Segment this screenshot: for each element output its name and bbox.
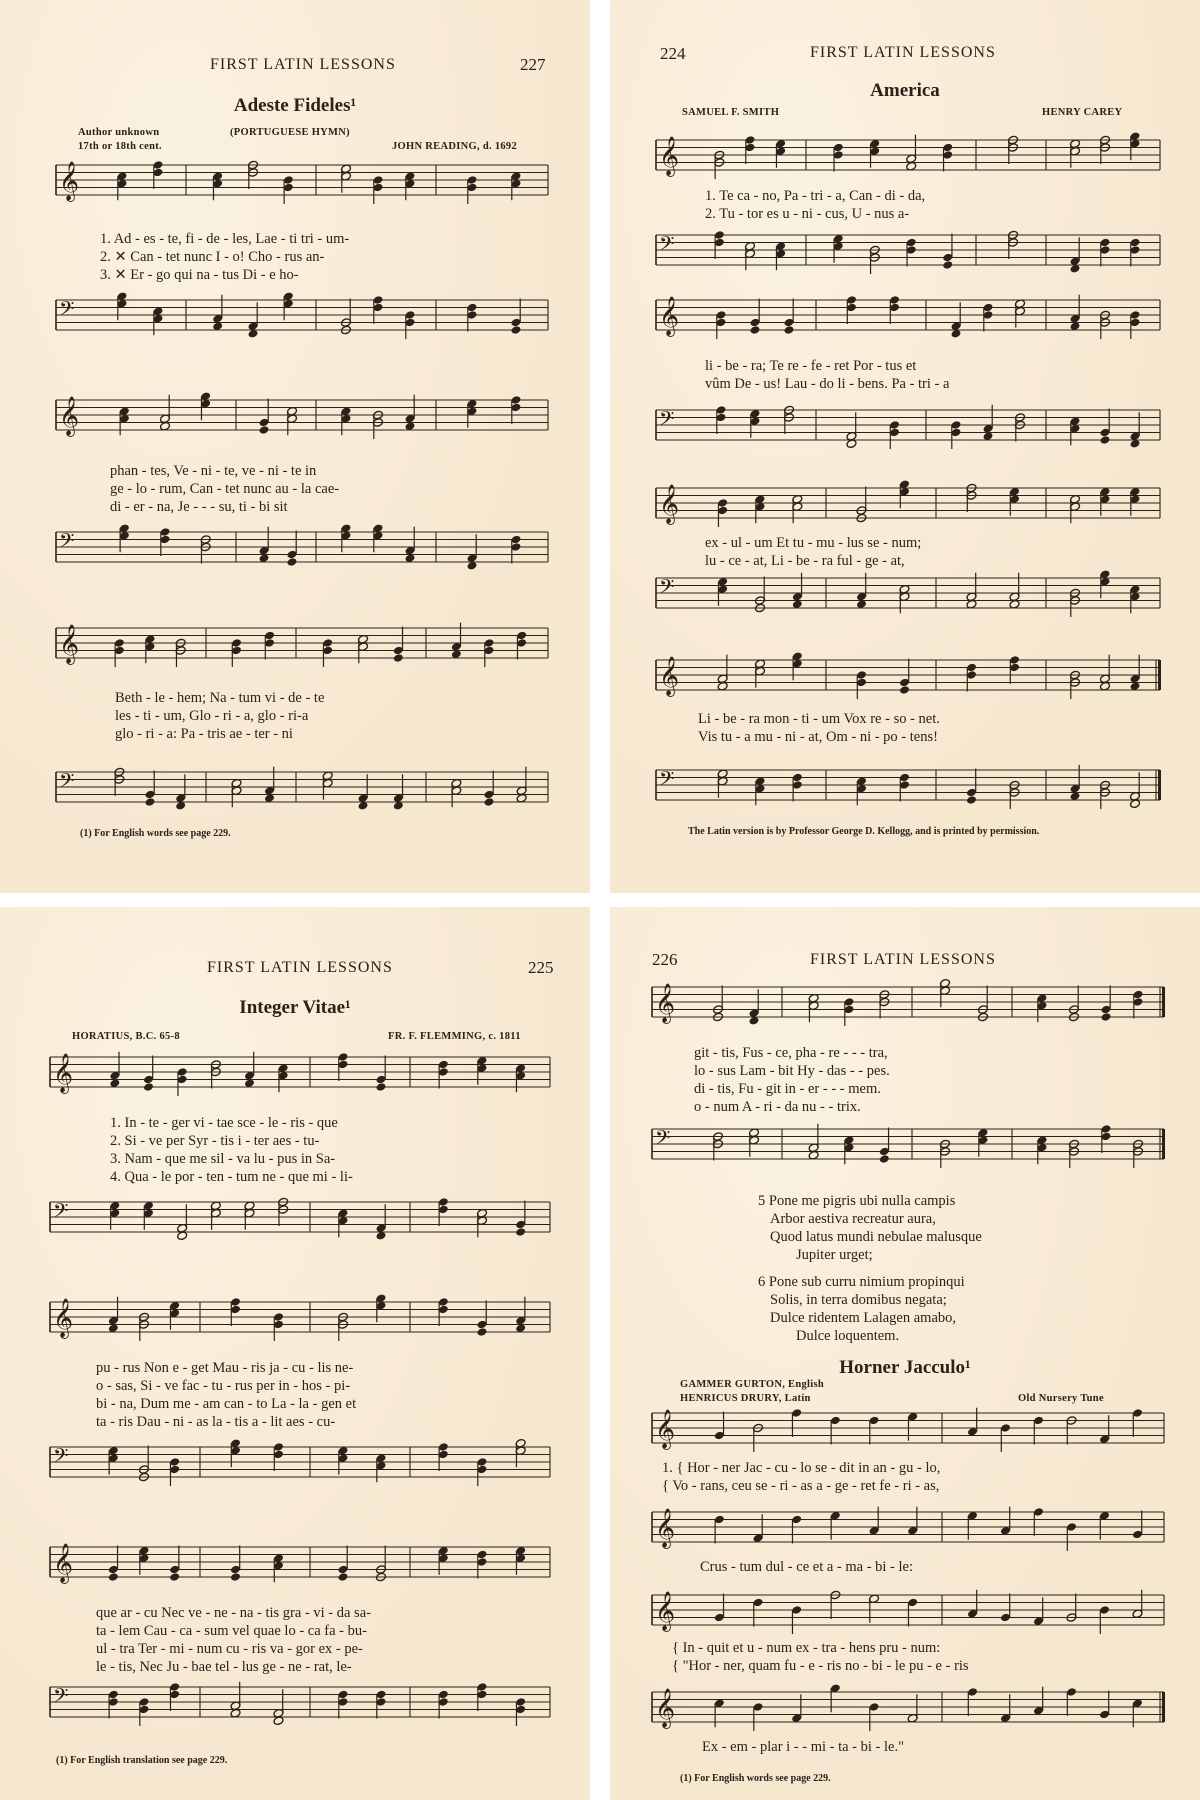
stanza-6-line-2: Solis, in terra domibus negata; — [770, 1292, 947, 1308]
stanza-5-line-3: Quod latus mundi nebulae malusque — [770, 1229, 982, 1245]
lyric-line: 1. In - te - ger vi - tae sce - le - ris - que — [110, 1115, 338, 1131]
lyric-line: vûm De - us! Lau - do li - bens. Pa - tri - a — [705, 376, 950, 392]
composer-credit: FR. F. FLEMMING, c. 1811 — [388, 1031, 521, 1042]
page-224 — [610, 0, 1200, 893]
lyric-line: 2. ✕ Can - tet nunc I - o! Cho - rus an- — [100, 249, 325, 265]
lyric-line: o - num A - ri - da nu - - trix. — [694, 1099, 861, 1115]
tune-source: (PORTUGUESE HYMN) — [230, 127, 350, 138]
svg-text:𝄢: 𝄢 — [53, 1444, 69, 1472]
latin-credit: HENRICUS DRURY, Latin — [680, 1393, 811, 1404]
footnote: The Latin version is by Professor George D. Kellogg, and is printed by permission. — [688, 826, 1040, 837]
lyric-line: li - be - ra; Te re - fe - ret Por - tus et — [705, 358, 917, 374]
page-227 — [0, 0, 590, 893]
svg-text:𝄢: 𝄢 — [659, 767, 675, 795]
lyric-line: Crus - tum dul - ce et a - ma - bi - le: — [700, 1559, 914, 1575]
svg-text:𝄢: 𝄢 — [59, 297, 75, 325]
svg-text:𝄞: 𝄞 — [655, 1591, 676, 1631]
lyric-line: que ar - cu Nec ve - ne - na - tis gra - vi - da sa- — [96, 1605, 371, 1621]
svg-text:𝄢: 𝄢 — [659, 407, 675, 435]
lyric-line: le - tis, Nec Ju - bae tel - lus ge - ne - rat, le- — [96, 1659, 352, 1675]
song-title: Horner Jacculo¹ — [839, 1357, 971, 1378]
svg-text:𝄞: 𝄞 — [53, 1053, 74, 1093]
page-226 — [610, 907, 1200, 1800]
composer-credit: HENRY CAREY — [1042, 107, 1123, 118]
lyric-line: glo - ri - a: Pa - tris ae - ter - ni — [115, 726, 293, 742]
svg-text:𝄞: 𝄞 — [659, 136, 680, 176]
author-credit: Author unknown — [78, 127, 160, 138]
author-credit: HORATIUS, B.C. 65-8 — [72, 1031, 180, 1042]
lyric-line: ex - ul - um Et tu - mu - lus se - num; — [705, 535, 922, 551]
svg-text:𝄢: 𝄢 — [59, 769, 75, 797]
page-number: 227 — [520, 55, 546, 74]
svg-text:𝄞: 𝄞 — [655, 983, 676, 1023]
svg-text:𝄞: 𝄞 — [659, 296, 680, 336]
lyric-line: bi - na, Dum me - am can - to La - la - gen et — [96, 1396, 357, 1412]
svg-text:𝄞: 𝄞 — [59, 161, 80, 201]
english-credit: GAMMER GURTON, English — [680, 1379, 825, 1390]
page-number: 224 — [660, 44, 686, 63]
svg-text:𝄞: 𝄞 — [659, 484, 680, 524]
footnote: (1) For English translation see page 229. — [56, 1755, 228, 1766]
svg-text:𝄞: 𝄞 — [59, 396, 80, 436]
lyric-line: di - er - na, Je - - - su, ti - bi sit — [110, 499, 288, 515]
stanza-6-line-1: 6 Pone sub curru nimium propinqui — [758, 1274, 965, 1290]
hymn-title: Adeste Fideles¹ — [233, 95, 357, 116]
lyric-line: { In - quit et u - num ex - tra - hens pru - num: — [672, 1640, 941, 1656]
lyric-line: 3. Nam - que me sil - va lu - pus in Sa- — [110, 1151, 336, 1167]
lyric-line: Ex - em - plar i - - mi - ta - bi - le." — [702, 1739, 905, 1755]
footnote: (1) For English words see page 229. — [680, 1773, 831, 1784]
svg-text:𝄢: 𝄢 — [53, 1684, 69, 1712]
svg-text:𝄞: 𝄞 — [659, 656, 680, 696]
running-header: FIRST LATIN LESSONS — [207, 959, 393, 976]
running-header: FIRST LATIN LESSONS — [810, 951, 996, 968]
lyric-line: 2. Si - ve per Syr - tis i - ter aes - tu- — [110, 1133, 320, 1149]
lyric-line: Beth - le - hem; Na - tum vi - de - te — [115, 690, 325, 706]
lyric-line: { "Hor - ner, quam fu - e - ris no - bi - le pu - e - ris — [672, 1658, 969, 1674]
lyric-line: 1. Ad - es - te, fi - de - les, Lae - ti tri - um- — [100, 231, 350, 247]
hymn-title: Integer Vitae¹ — [239, 997, 351, 1018]
lyric-line: lu - ce - at, Li - be - ra ful - ge - at, — [705, 553, 905, 569]
svg-text:𝄞: 𝄞 — [655, 1508, 676, 1548]
bass-staff — [0, 907, 590, 1800]
lyric-line: pu - rus Non e - get Mau - ris ja - cu - lis ne- — [96, 1360, 354, 1376]
lyric-line: 3. ✕ Er - go qui na - tus Di - e ho- — [100, 267, 299, 283]
lyric-line: o - sas, Si - ve fac - tu - rus per in - hos - pi- — [96, 1378, 351, 1394]
lyric-line: di - tis, Fu - git in - er - - - mem. — [694, 1081, 881, 1097]
lyric-line: Vis tu - a mu - ni - at, Om - ni - po - tens! — [698, 729, 938, 745]
stanza-6-line-4: Dulce loquentem. — [796, 1328, 900, 1344]
lyric-line: Li - be - ra mon - ti - um Vox re - so - net. — [698, 711, 940, 727]
page-number: 226 — [652, 950, 678, 969]
svg-text:𝄢: 𝄢 — [53, 1199, 69, 1227]
svg-text:𝄞: 𝄞 — [53, 1298, 74, 1338]
lyric-line: ta - lem Cau - ca - sum vel quae lo - ca fa - bu- — [96, 1623, 367, 1639]
svg-text:𝄞: 𝄞 — [59, 624, 80, 664]
lyric-line: 1. Te ca - no, Pa - tri - a, Can - di - da, — [705, 188, 926, 204]
svg-text:𝄢: 𝄢 — [659, 232, 675, 260]
svg-text:𝄢: 𝄢 — [59, 529, 75, 557]
svg-text:𝄞: 𝄞 — [53, 1543, 74, 1583]
stanza-5-line-1: 5 Pone me pigris ubi nulla campis — [758, 1193, 956, 1209]
lyric-line: 1. { Hor - ner Jac - cu - lo se - dit in an - gu - lo, — [662, 1460, 941, 1476]
footnote: (1) For English words see page 229. — [80, 828, 231, 839]
tune-credit: Old Nursery Tune — [1018, 1393, 1104, 1404]
page-225 — [0, 907, 590, 1800]
lyric-line: ta - ris Dau - ni - as la - tis a - lit aes - cu- — [96, 1414, 336, 1430]
page-number: 225 — [528, 958, 554, 977]
author-credit: SAMUEL F. SMITH — [682, 107, 780, 118]
stanza-6-line-3: Dulce ridentem Lalagen amabo, — [770, 1310, 957, 1326]
lyric-line: les - ti - um, Glo - ri - a, glo - ri-a — [115, 708, 309, 724]
lyric-line: git - tis, Fus - ce, pha - re - - - tra, — [694, 1045, 888, 1061]
svg-text:𝄢: 𝄢 — [655, 1126, 671, 1154]
running-header: FIRST LATIN LESSONS — [810, 44, 996, 61]
lyric-line: phan - tes, Ve - ni - te, ve - ni - te in — [110, 463, 317, 479]
lyric-line: ul - tra Ter - mi - num cu - ris va - gor ex - pe- — [96, 1641, 363, 1657]
author-date: 17th or 18th cent. — [78, 141, 162, 152]
svg-text:𝄢: 𝄢 — [659, 575, 675, 603]
lyric-line: 2. Tu - tor es u - ni - cus, U - nus a- — [705, 206, 910, 222]
stanza-5-line-2: Arbor aestiva recreatur aura, — [770, 1211, 936, 1227]
bass-staff — [610, 0, 1200, 893]
lyric-line: 4. Qua - le por - ten - tum ne - que mi - li- — [110, 1169, 353, 1185]
svg-text:𝄞: 𝄞 — [655, 1688, 676, 1728]
stanza-5-line-4: Jupiter urget; — [796, 1247, 873, 1263]
lyric-line: lo - sus Lam - bit Hy - das - - pes. — [694, 1063, 890, 1079]
lyric-line: { Vo - rans, ceu se - ri - as a - ge - ret fe - ri - as, — [662, 1478, 940, 1494]
bass-staff — [0, 0, 590, 893]
hymn-title: America — [870, 80, 940, 101]
melody-staff — [610, 907, 1200, 1800]
lyric-line: ge - lo - rum, Can - tet nunc au - la cae- — [110, 481, 340, 497]
composer-credit: JOHN READING, d. 1692 — [392, 141, 518, 152]
running-header: FIRST LATIN LESSONS — [210, 56, 396, 73]
svg-text:𝄞: 𝄞 — [655, 1409, 676, 1449]
